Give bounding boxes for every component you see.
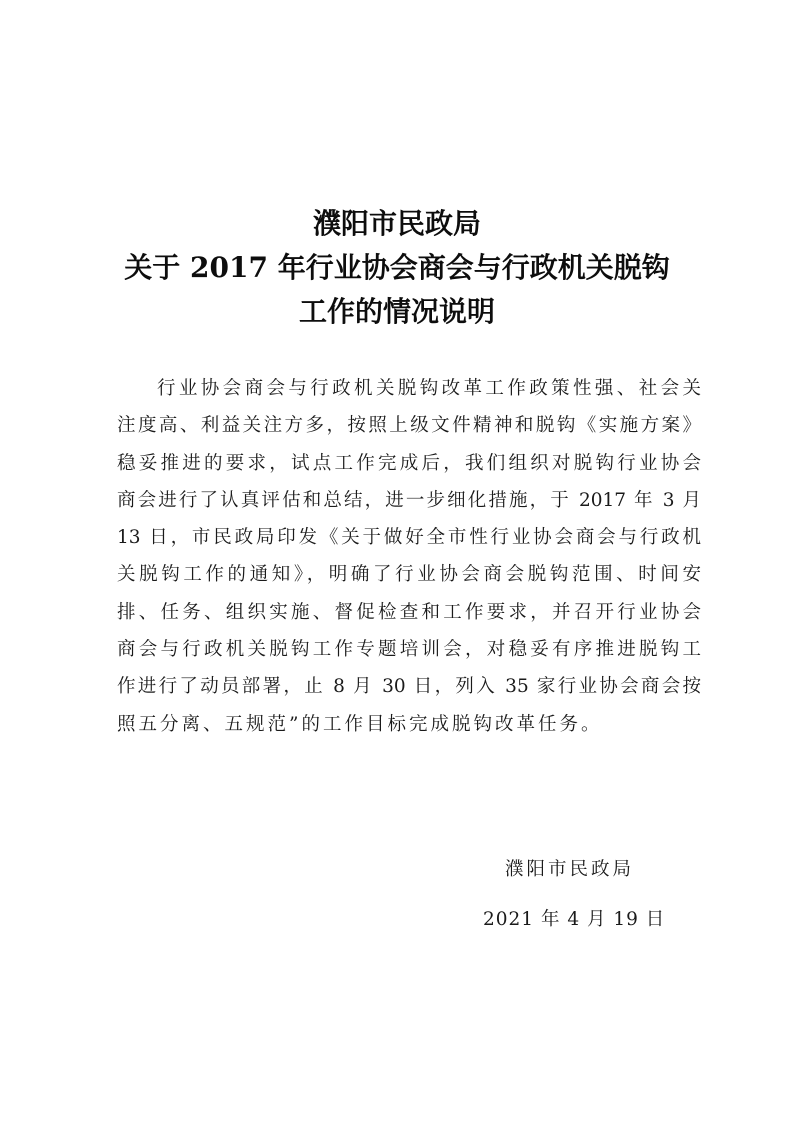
body-line: 13 日，市民政局印发《关于做好全市性行业协会商会与行政机 [117,527,701,549]
body-line: 稳妥推进的要求，试点工作完成后，我们组织对脱钩行业协会 [117,452,701,474]
body-line: 商会进行了认真评估和总结，进一步细化措施，于 2017 年 3 月 [117,489,701,511]
body-line: 关脱钩工作的通知》，明确了行业协会商会脱钩范围、时间安 [117,564,701,586]
signature-date: 2021 年 4 月 19 日 [483,909,666,930]
body-line: 照五分离、五规范”的工作目标完成脱钩改革任务。 [117,713,603,735]
body-line: 商会与行政机关脱钩工作专题培训会，对稳妥有序推进脱钩工 [117,639,701,661]
body-line: 作进行了动员部署，止 8 月 30 日，列入 35 家行业协会商会按 [117,676,701,698]
body-line: 注度高、利益关注方多，按照上级文件精神和脱钩《实施方案》 [117,415,701,437]
document-title [0,202,794,334]
title-line-issuer: 濮阳市民政局 [312,207,481,240]
document-body-paragraph [117,370,701,743]
signature-organization: 濮阳市民政局 [505,859,635,880]
body-line: 行业协会商会与行政机关脱钩改革工作政策性强、社会关 [157,378,701,399]
title-line-subject: 关于 2017 年行业协会商会与行政机关脱钩 [124,251,670,284]
body-line: 排、任务、组织实施、督促检查和工作要求，并召开行业协会 [117,601,701,623]
title-line-subject-end: 工作的情况说明 [298,295,495,328]
